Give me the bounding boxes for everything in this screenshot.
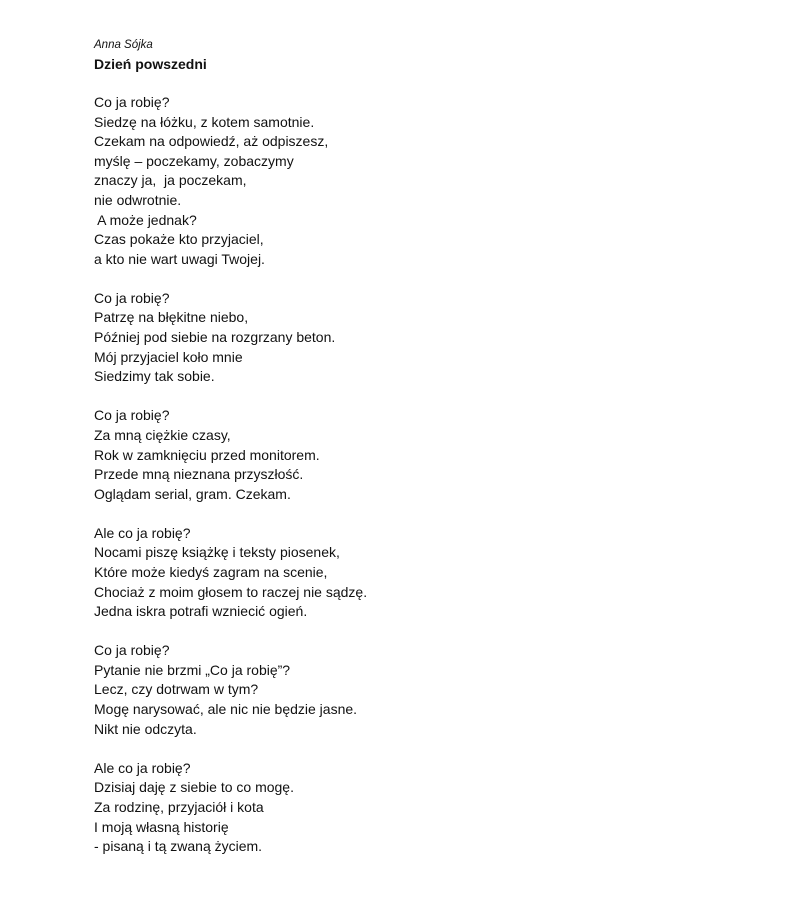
- poem-stanza: [94, 406, 754, 504]
- poem-body: [94, 93, 754, 857]
- poem-line: Co ja robię?: [94, 407, 170, 424]
- poem-line: Czas pokaże kto przyjaciel,: [94, 231, 264, 248]
- poem-line: Za mną ciężkie czasy,: [94, 426, 231, 443]
- poem-stanza: [94, 759, 754, 857]
- poem-author: Anna Sójka: [94, 39, 153, 51]
- poem-line: Nocami piszę książkę i teksty piosenek,: [94, 544, 340, 561]
- poem-stanza: [94, 641, 754, 739]
- poem-line: Co ja robię?: [94, 289, 170, 306]
- poem-line: Mój przyjaciel koło mnie: [94, 348, 243, 365]
- poem-line: Siedzę na łóżku, z kotem samotnie.: [94, 113, 315, 130]
- poem-stanza: [94, 524, 754, 622]
- poem-line: Dzisiaj daję z siebie to co mogę.: [94, 779, 294, 796]
- poem-line: Lecz, czy dotrwam w tym?: [94, 681, 259, 698]
- poem-line: - pisaną i tą zwaną życiem.: [94, 838, 263, 855]
- poem-line: a kto nie wart uwagi Twojej.: [94, 250, 265, 267]
- poem-line: Które może kiedyś zagram na scenie,: [94, 563, 328, 580]
- poem-line: Co ja robię?: [94, 94, 170, 110]
- poem-line: Nikt nie odczyta.: [94, 720, 197, 737]
- poem-line: znaczy ja, ja poczekam,: [94, 172, 247, 189]
- poem-line: Ale co ja robię?: [94, 524, 191, 541]
- poem-line: A może jednak?: [94, 211, 197, 228]
- poem-line: Oglądam serial, gram. Czekam.: [94, 485, 291, 502]
- poem-line: I moją własną historię: [94, 818, 229, 835]
- poem-line: Mogę narysować, ale nic nie będzie jasne.: [94, 701, 358, 718]
- document-page: [94, 36, 754, 876]
- poem-line: Później pod siebie na rozgrzany beton.: [94, 329, 336, 346]
- poem-title: Dzień powszedni: [94, 56, 207, 72]
- poem-line: Pytanie nie brzmi „Co ja robię”?: [94, 661, 291, 678]
- poem-line: Przede mną nieznana przyszłość.: [94, 466, 304, 483]
- poem-line: Ale co ja robię?: [94, 759, 191, 776]
- poem-line: Siedzimy tak sobie.: [94, 368, 215, 385]
- poem-line: Za rodzinę, przyjaciół i kota: [94, 798, 264, 815]
- poem-stanza: [94, 93, 754, 269]
- poem-line: Co ja robię?: [94, 642, 170, 659]
- poem-line: myślę – poczekamy, zobaczymy: [94, 152, 294, 169]
- poem-stanza: [94, 289, 754, 387]
- poem-line: Chociaż z moim głosem to raczej nie sądzę.: [94, 583, 368, 600]
- poem-line: Patrzę na błękitne niebo,: [94, 309, 249, 326]
- poem-line: Rok w zamknięciu przed monitorem.: [94, 446, 320, 463]
- poem-line: nie odwrotnie.: [94, 191, 182, 208]
- poem-line: Jedna iskra potrafi wzniecić ogień.: [94, 603, 308, 620]
- poem-line: Czekam na odpowiedź, aż odpiszesz,: [94, 133, 329, 150]
